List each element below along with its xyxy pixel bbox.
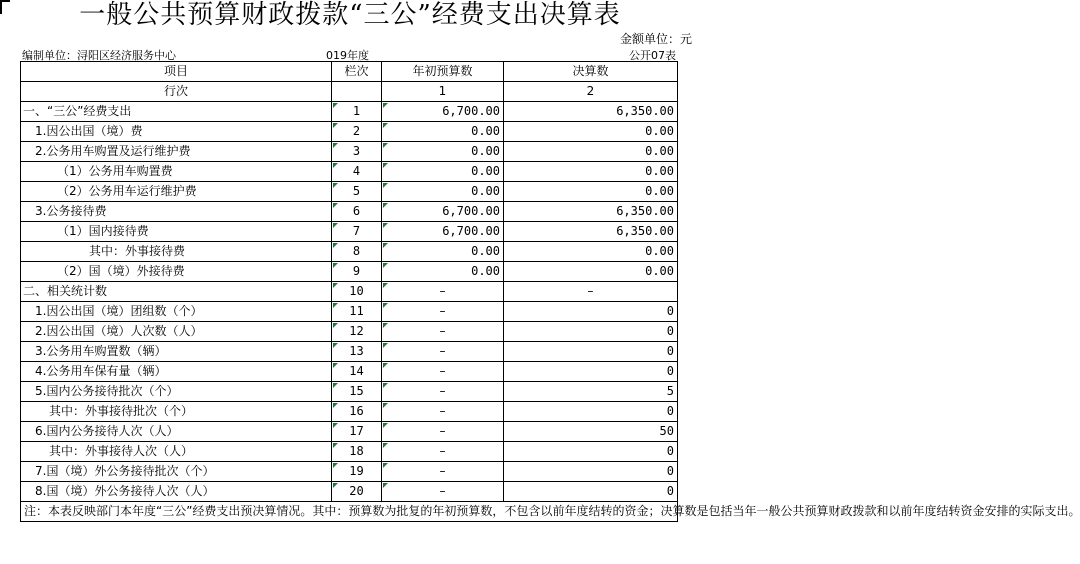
row-actual-cell-text: 0 bbox=[666, 464, 674, 478]
row-budget-cell[interactable] bbox=[382, 382, 504, 402]
row-line-cell[interactable] bbox=[332, 102, 382, 122]
row-actual-cell[interactable] bbox=[504, 242, 678, 262]
row-item-cell[interactable] bbox=[21, 202, 332, 222]
cell-flag-icon bbox=[383, 263, 388, 268]
row-budget-cell-text: 0.00 bbox=[471, 164, 500, 178]
expense-table bbox=[20, 61, 1080, 522]
row-item-cell-text: 1.因公出国（境）费 bbox=[35, 124, 143, 138]
row-budget-cell[interactable] bbox=[382, 102, 504, 122]
row-line-cell[interactable] bbox=[332, 482, 382, 502]
row-budget-cell[interactable] bbox=[382, 462, 504, 482]
cell-flag-icon bbox=[333, 203, 338, 208]
row-item-cell-text: 8.国（境）外公务接待人次（人） bbox=[35, 484, 215, 498]
table-row bbox=[21, 442, 678, 462]
row-actual-cell[interactable] bbox=[504, 142, 678, 162]
table-row bbox=[21, 222, 678, 242]
row-budget-cell-text: – bbox=[439, 484, 446, 498]
row-actual-cell-text: 0.00 bbox=[645, 244, 674, 258]
row-line-cell-text: 9 bbox=[352, 264, 361, 278]
row-line-cell[interactable] bbox=[332, 202, 382, 222]
row-line-cell[interactable] bbox=[332, 122, 382, 142]
table-row bbox=[21, 382, 678, 402]
row-line-cell-text: 3 bbox=[352, 144, 361, 158]
row-actual-cell-text: 6,350.00 bbox=[616, 204, 674, 218]
cell-flag-icon bbox=[333, 423, 338, 428]
row-item-cell[interactable] bbox=[21, 382, 332, 402]
row-budget-cell[interactable] bbox=[382, 242, 504, 262]
row-line-cell-text: 2 bbox=[352, 124, 361, 138]
row-line-cell[interactable] bbox=[332, 442, 382, 462]
row-actual-cell-text: 0.00 bbox=[645, 264, 674, 278]
row-actual-cell[interactable] bbox=[504, 362, 678, 382]
row-line-cell[interactable] bbox=[332, 422, 382, 442]
cell-flag-icon bbox=[383, 123, 388, 128]
row-budget-cell-text: – bbox=[439, 424, 446, 438]
cell-flag-icon bbox=[383, 343, 388, 348]
row-item-cell-text: 5.国内公务接待批次（个） bbox=[35, 384, 179, 398]
row-budget-cell-text: – bbox=[439, 404, 446, 418]
year-label: 019年度 bbox=[326, 49, 369, 62]
row-actual-cell-text: 0.00 bbox=[645, 124, 674, 138]
row-line-cell-text: 4 bbox=[352, 164, 361, 178]
row-line-cell-text: 11 bbox=[349, 304, 364, 318]
row-line-cell-text: 19 bbox=[349, 464, 364, 478]
cell-flag-icon bbox=[333, 223, 338, 228]
cell-flag-icon bbox=[383, 483, 388, 488]
cell-flag-icon bbox=[333, 143, 338, 148]
row-actual-cell[interactable] bbox=[504, 462, 678, 482]
row-line-cell-text: 18 bbox=[349, 444, 364, 458]
row-line-cell[interactable] bbox=[332, 462, 382, 482]
cell-flag-icon bbox=[333, 283, 338, 288]
cell-flag-icon bbox=[383, 443, 388, 448]
subheader-line[interactable] bbox=[332, 82, 382, 102]
row-line-cell[interactable] bbox=[332, 402, 382, 422]
row-budget-cell[interactable] bbox=[382, 142, 504, 162]
row-item-cell-text: 二、相关统计数 bbox=[23, 284, 108, 298]
cell-flag-icon bbox=[383, 243, 388, 248]
row-line-cell[interactable] bbox=[332, 322, 382, 342]
row-budget-cell[interactable] bbox=[382, 422, 504, 442]
table-row bbox=[21, 122, 678, 142]
row-line-cell[interactable] bbox=[332, 262, 382, 282]
row-budget-cell[interactable] bbox=[382, 182, 504, 202]
table-row bbox=[21, 142, 678, 162]
row-budget-cell[interactable] bbox=[382, 222, 504, 242]
row-actual-cell-text: 0 bbox=[666, 304, 674, 318]
row-item-cell-text: （2）国（境）外接待费 bbox=[57, 264, 185, 278]
row-line-cell[interactable] bbox=[332, 222, 382, 242]
cell-flag-icon bbox=[333, 103, 338, 108]
row-line-cell[interactable] bbox=[332, 242, 382, 262]
row-item-cell-text: （1）公务用车购置费 bbox=[57, 164, 173, 178]
row-item-cell[interactable] bbox=[21, 102, 332, 122]
row-item-cell-text: 其中：外事接待批次（个） bbox=[49, 404, 194, 418]
row-actual-cell[interactable] bbox=[504, 222, 678, 242]
unit-label: 金额单位：元 bbox=[619, 32, 692, 46]
cell-flag-icon bbox=[383, 183, 388, 188]
row-line-cell[interactable] bbox=[332, 342, 382, 362]
row-item-cell-text: 2.因公出国（境）人次数（人） bbox=[35, 324, 203, 338]
row-actual-cell-text: – bbox=[587, 284, 594, 298]
row-budget-cell-text: 0.00 bbox=[471, 124, 500, 138]
row-item-cell[interactable] bbox=[21, 402, 332, 422]
row-line-cell-text: 12 bbox=[349, 324, 364, 338]
row-line-cell-text: 7 bbox=[352, 224, 361, 238]
row-actual-cell[interactable] bbox=[504, 202, 678, 222]
row-actual-cell-text: 0 bbox=[666, 344, 674, 358]
row-budget-cell-text: 0.00 bbox=[471, 264, 500, 278]
row-budget-cell-text: 6,700.00 bbox=[442, 204, 500, 218]
row-actual-cell-text: 0 bbox=[666, 324, 674, 338]
note-text[interactable]: 注：本表反映部门本年度“三公”经费支出预决算情况。其中：预算数为批复的年初预算数，不包含以前年度结转的资金；决算数是包括当年一般公共预算财政拨款和以前年度结转资金安排的实际支出。 bbox=[21, 502, 678, 522]
row-budget-cell-text: 6,700.00 bbox=[442, 224, 500, 238]
cell-flag-icon bbox=[383, 463, 388, 468]
row-line-cell-text: 20 bbox=[349, 484, 364, 498]
row-actual-cell-text: 0 bbox=[666, 404, 674, 418]
row-budget-cell-text: 0.00 bbox=[471, 244, 500, 258]
row-item-cell[interactable] bbox=[21, 182, 332, 202]
row-line-cell-text: 6 bbox=[352, 204, 361, 218]
row-item-cell-text: 3.公务接待费 bbox=[35, 204, 107, 218]
table-row bbox=[21, 282, 678, 302]
row-actual-cell[interactable] bbox=[504, 442, 678, 462]
row-budget-cell[interactable] bbox=[382, 442, 504, 462]
row-actual-cell-text: 0.00 bbox=[645, 144, 674, 158]
row-budget-cell[interactable] bbox=[382, 202, 504, 222]
subheader-budget[interactable]: 1 bbox=[382, 82, 504, 102]
row-budget-cell[interactable] bbox=[382, 162, 504, 182]
row-budget-cell-text: 6,700.00 bbox=[442, 104, 500, 118]
row-actual-cell[interactable] bbox=[504, 302, 678, 322]
row-line-cell[interactable] bbox=[332, 362, 382, 382]
cell-flag-icon bbox=[383, 303, 388, 308]
row-item-cell[interactable] bbox=[21, 342, 332, 362]
row-item-cell[interactable] bbox=[21, 142, 332, 162]
row-budget-cell-text: 0.00 bbox=[471, 184, 500, 198]
row-budget-cell[interactable] bbox=[382, 122, 504, 142]
row-budget-cell-text: – bbox=[439, 324, 446, 338]
header-item[interactable]: 项目 bbox=[21, 62, 332, 82]
row-item-cell-text: 6.国内公务接待人次（人） bbox=[35, 424, 179, 438]
row-actual-cell[interactable] bbox=[504, 182, 678, 202]
cell-flag-icon bbox=[383, 203, 388, 208]
row-actual-cell[interactable] bbox=[504, 162, 678, 182]
row-item-cell-text: 4.公务用车保有量（辆） bbox=[35, 364, 167, 378]
cell-flag-icon bbox=[333, 263, 338, 268]
table-row bbox=[21, 202, 678, 222]
cell-flag-icon bbox=[333, 463, 338, 468]
row-line-cell[interactable] bbox=[332, 302, 382, 322]
row-actual-cell-text: 0.00 bbox=[645, 164, 674, 178]
row-budget-cell-text: – bbox=[439, 444, 446, 458]
cell-flag-icon bbox=[383, 283, 388, 288]
cell-flag-icon bbox=[333, 123, 338, 128]
row-item-cell[interactable] bbox=[21, 482, 332, 502]
row-budget-cell-text: – bbox=[439, 284, 446, 298]
row-line-cell-text: 10 bbox=[349, 284, 364, 298]
row-item-cell[interactable] bbox=[21, 262, 332, 282]
row-actual-cell[interactable] bbox=[504, 262, 678, 282]
row-item-cell[interactable] bbox=[21, 442, 332, 462]
row-line-cell-text: 14 bbox=[349, 364, 364, 378]
row-actual-cell[interactable] bbox=[504, 322, 678, 342]
cell-flag-icon bbox=[333, 363, 338, 368]
row-line-cell-text: 8 bbox=[352, 244, 361, 258]
row-item-cell-text: 7.国（境）外公务接待批次（个） bbox=[35, 464, 215, 478]
row-item-cell[interactable] bbox=[21, 122, 332, 142]
cell-flag-icon bbox=[333, 323, 338, 328]
header-budget[interactable]: 年初预算数 bbox=[382, 62, 504, 82]
table-row bbox=[21, 162, 678, 182]
subheader-actual[interactable]: 2 bbox=[504, 82, 678, 102]
row-actual-cell[interactable] bbox=[504, 482, 678, 502]
row-item-cell-text: （1）国内接待费 bbox=[57, 224, 149, 238]
row-line-cell[interactable] bbox=[332, 162, 382, 182]
cell-flag-icon bbox=[383, 423, 388, 428]
header-row bbox=[21, 62, 678, 82]
cell-flag-icon bbox=[333, 443, 338, 448]
row-actual-cell[interactable] bbox=[504, 122, 678, 142]
header-actual[interactable]: 决算数 bbox=[504, 62, 678, 82]
row-actual-cell[interactable] bbox=[504, 402, 678, 422]
row-item-cell[interactable] bbox=[21, 282, 332, 302]
table-row bbox=[21, 482, 678, 502]
row-line-cell[interactable] bbox=[332, 142, 382, 162]
cell-flag-icon bbox=[383, 103, 388, 108]
row-actual-cell-text: 6,350.00 bbox=[616, 224, 674, 238]
row-budget-cell[interactable] bbox=[382, 482, 504, 502]
row-actual-cell-text: 6,350.00 bbox=[616, 104, 674, 118]
cell-flag-icon bbox=[383, 363, 388, 368]
row-line-cell[interactable] bbox=[332, 382, 382, 402]
row-budget-cell-text: – bbox=[439, 384, 446, 398]
subheader-item[interactable]: 行次 bbox=[21, 82, 332, 102]
table-row bbox=[21, 402, 678, 422]
row-actual-cell-text: 0 bbox=[666, 484, 674, 498]
row-budget-cell[interactable] bbox=[382, 262, 504, 282]
table-row bbox=[21, 342, 678, 362]
row-item-cell-text: 一、“三公”经费支出 bbox=[23, 104, 132, 118]
cell-flag-icon bbox=[333, 163, 338, 168]
table-row bbox=[21, 262, 678, 282]
row-item-cell[interactable] bbox=[21, 222, 332, 242]
row-budget-cell[interactable] bbox=[382, 362, 504, 382]
row-actual-cell[interactable] bbox=[504, 422, 678, 442]
cell-flag-icon bbox=[333, 243, 338, 248]
row-item-cell-text: （2）公务用车运行维护费 bbox=[57, 184, 197, 198]
row-budget-cell[interactable] bbox=[382, 322, 504, 342]
cell-flag-icon bbox=[383, 223, 388, 228]
cell-flag-icon bbox=[333, 343, 338, 348]
row-line-cell-text: 15 bbox=[349, 384, 364, 398]
row-item-cell-text: 其中：外事接待人次（人） bbox=[49, 444, 194, 458]
table-row bbox=[21, 462, 678, 482]
table-row bbox=[21, 242, 678, 262]
table-row bbox=[21, 102, 678, 122]
row-item-cell-text: 3.公务用车购置数（辆） bbox=[35, 344, 167, 358]
cell-flag-icon bbox=[333, 483, 338, 488]
table-row bbox=[21, 362, 678, 382]
cell-flag-icon bbox=[333, 403, 338, 408]
row-budget-cell-text: – bbox=[439, 364, 446, 378]
page-title: 一般公共预算财政拨款“三公”经费支出决算表 bbox=[79, 0, 621, 30]
row-budget-cell[interactable] bbox=[382, 342, 504, 362]
row-budget-cell-text: 0.00 bbox=[471, 144, 500, 158]
cell-flag-icon bbox=[333, 183, 338, 188]
row-budget-cell[interactable] bbox=[382, 302, 504, 322]
row-line-cell-text: 16 bbox=[349, 404, 364, 418]
row-item-cell[interactable] bbox=[21, 242, 332, 262]
row-budget-cell-text: – bbox=[439, 464, 446, 478]
row-item-cell-text: 1.因公出国（境）团组数（个） bbox=[35, 304, 203, 318]
row-item-cell-text: 其中：外事接待费 bbox=[89, 244, 186, 258]
row-line-cell[interactable] bbox=[332, 182, 382, 202]
cell-flag-icon bbox=[383, 143, 388, 148]
row-budget-cell-text: – bbox=[439, 344, 446, 358]
cell-flag-icon bbox=[383, 403, 388, 408]
row-line-cell[interactable] bbox=[332, 282, 382, 302]
row-actual-cell-text: 0 bbox=[666, 364, 674, 378]
row-item-cell-text: 2.公务用车购置及运行维护费 bbox=[35, 144, 191, 158]
table-row bbox=[21, 322, 678, 342]
row-actual-cell[interactable] bbox=[504, 282, 678, 302]
table-row bbox=[21, 422, 678, 442]
row-line-cell-text: 5 bbox=[352, 184, 361, 198]
header-line[interactable]: 栏次 bbox=[332, 62, 382, 82]
row-actual-cell[interactable] bbox=[504, 102, 678, 122]
row-item-cell[interactable] bbox=[21, 302, 332, 322]
row-budget-cell[interactable] bbox=[382, 402, 504, 422]
cell-flag-icon bbox=[383, 383, 388, 388]
cell-flag-icon bbox=[383, 163, 388, 168]
row-item-cell[interactable] bbox=[21, 362, 332, 382]
row-item-cell[interactable] bbox=[21, 462, 332, 482]
subheader-row bbox=[21, 82, 678, 102]
org-label: 编制单位：浔阳区经济服务中心 bbox=[22, 49, 176, 62]
row-item-cell[interactable] bbox=[21, 422, 332, 442]
row-actual-cell-text: 50 bbox=[659, 424, 674, 438]
cell-flag-icon bbox=[333, 383, 338, 388]
table-row bbox=[21, 302, 678, 322]
form-code: 公开07表 bbox=[629, 49, 676, 62]
cell-flag-icon bbox=[383, 323, 388, 328]
row-budget-cell[interactable] bbox=[382, 282, 504, 302]
row-item-cell[interactable] bbox=[21, 162, 332, 182]
row-actual-cell-text: 0 bbox=[666, 444, 674, 458]
row-line-cell-text: 1 bbox=[352, 104, 361, 118]
row-actual-cell-text: 0.00 bbox=[645, 184, 674, 198]
row-item-cell[interactable] bbox=[21, 322, 332, 342]
row-actual-cell-text: 5 bbox=[666, 384, 674, 398]
table-row bbox=[21, 182, 678, 202]
row-line-cell-text: 13 bbox=[349, 344, 364, 358]
cell-flag-icon bbox=[333, 303, 338, 308]
note-row bbox=[21, 502, 678, 522]
row-line-cell-text: 17 bbox=[349, 424, 364, 438]
row-budget-cell-text: – bbox=[439, 304, 446, 318]
meta-row bbox=[22, 47, 676, 61]
row-actual-cell[interactable] bbox=[504, 382, 678, 402]
row-actual-cell[interactable] bbox=[504, 342, 678, 362]
